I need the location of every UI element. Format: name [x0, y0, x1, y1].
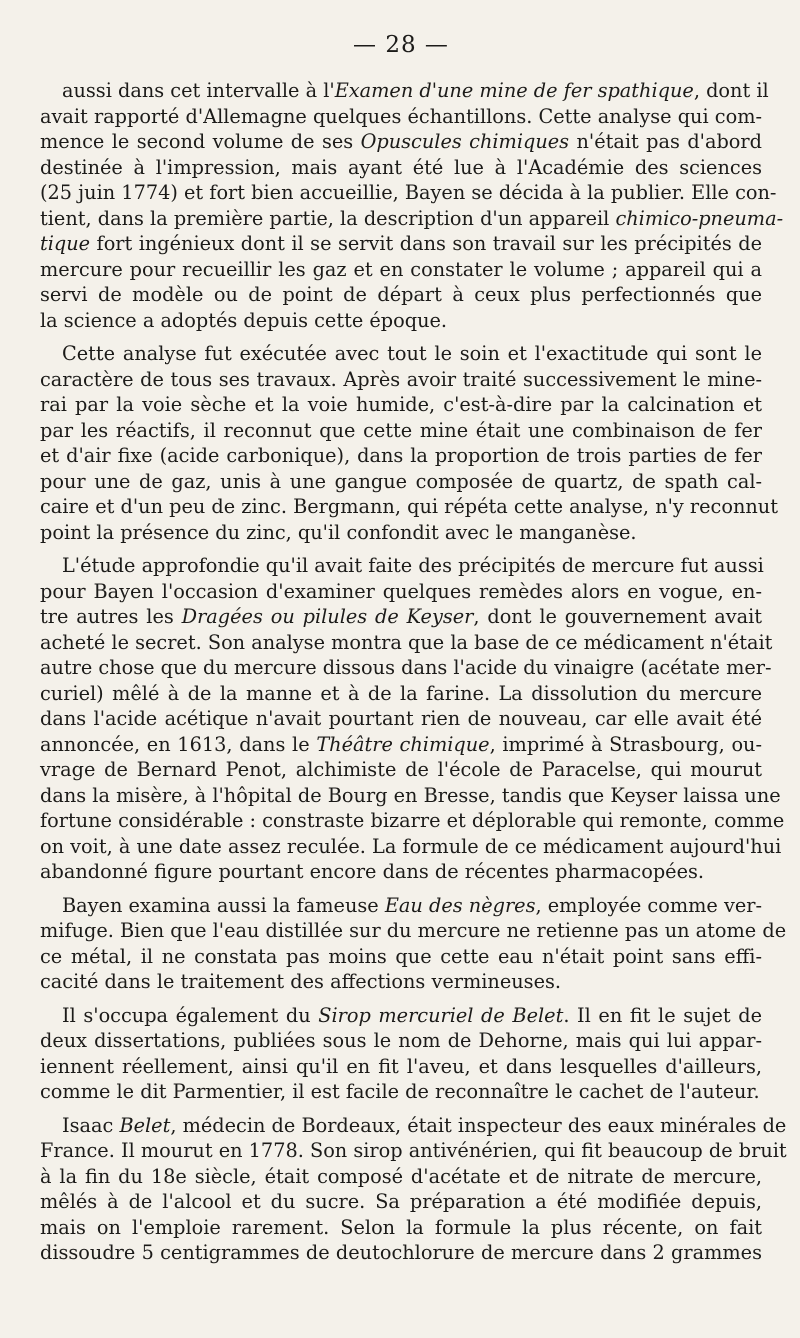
italic-title: Sirop mercuriel de Belet — [318, 1003, 564, 1027]
italic-title: Eau des nègres — [384, 893, 536, 917]
text-line: Isaac Belet, médecin de Bordeaux, était inspecteur des eaux minérales de — [62, 1113, 787, 1137]
italic-title: Dragées ou pilules de Keyser — [181, 605, 474, 628]
italic-title: tique — [40, 232, 91, 255]
text-line: rai par la voie sèche et la voie humide, c'est-à-dire par la calcination et — [40, 393, 762, 416]
text-line: Bayen examina aussi la fameuse Eau des nègres, employée comme ver- — [62, 893, 762, 917]
text-line: mifuge. Bien que l'eau distillée sur du mercure ne retienne pas un atome de — [40, 919, 787, 942]
italic-title: chimico-pneuma- — [615, 206, 784, 230]
text-line: France. Il mourut en 1778. Son sirop antivénérien, qui fit beaucoup de bruit — [40, 1139, 787, 1162]
text-line: dans la misère, à l'hôpital de Bourg en Bresse, tandis que Keyser laissa une — [40, 783, 781, 807]
text-line: tique fort ingénieux dont il se servit dans son travail sur les précipités de — [40, 232, 762, 255]
text-line: point la présence du zinc, qu'il confondit avec le manganèse. — [40, 520, 637, 544]
text-line: abandonné figure pourtant encore dans de récentes pharmacopées. — [40, 860, 705, 883]
paragraph-p1 — [40, 78, 784, 333]
paragraph-p4 — [40, 893, 787, 995]
text-line: Cette analyse fut exécutée avec tout le soin et l'exactitude qui sont le — [62, 342, 762, 365]
text-line: destinée à l'impression, mais ayant été lue à l'Académie des sciences — [40, 155, 762, 179]
text-line: comme le dit Parmentier, il est facile de reconnaître le cachet de l'auteur. — [40, 1080, 760, 1103]
text-line: tre autres les Dragées ou pilules de Keyser, dont le gouvernement avait — [40, 605, 763, 628]
page-number: — 28 — — [353, 32, 449, 58]
text-line: tient, dans la première partie, la description d'un appareil chimico-pneuma- — [40, 206, 784, 230]
text-line: avait rapporté d'Allemagne quelques échantillons. Cette analyse qui com- — [40, 104, 762, 128]
text-line: à la fin du 18e siècle, était composé d'acétate et de nitrate de mercure, — [40, 1164, 762, 1188]
text-line: deux dissertations, publiées sous le nom de Dehorne, mais qui lui appar- — [40, 1029, 762, 1052]
text-line: mercure pour recueillir les gaz et en constater le volume ; appareil qui a — [40, 257, 762, 281]
text-line: dans l'acide acétique n'avait pourtant rien de nouveau, car elle avait été — [40, 707, 762, 730]
body-text — [40, 78, 787, 1266]
text-line: autre chose que du mercure dissous dans l'acide du vinaigre (acétate mer- — [40, 656, 772, 679]
text-line: aussi dans cet intervalle à l'Examen d'une mine de fer spathique, dont il — [62, 79, 769, 102]
text-line: mêlés à de l'alcool et du sucre. Sa préparation a été modifiée depuis, — [40, 1190, 762, 1213]
text-line: caire et d'un peu de zinc. Bergmann, qui répéta cette analyse, n'y reconnut — [40, 495, 778, 518]
text-line: cacité dans le traitement des affections vermineuses. — [40, 970, 561, 993]
paragraph-p5 — [40, 1003, 762, 1105]
text-line: curiel) mêlé à de la manne et à de la farine. La dissolution du mercure — [40, 681, 762, 705]
paragraph-p3 — [40, 553, 785, 885]
text-line: par les réactifs, il reconnut que cette mine était une combinaison de fer — [40, 418, 762, 442]
text-line: servi de modèle ou de point de départ à ceux plus perfectionnés que — [40, 283, 762, 306]
text-line: annoncée, en 1613, dans le Théâtre chimique, imprimé à Strasbourg, ou- — [40, 732, 762, 756]
text-line: caractère de tous ses travaux. Après avoir traité successivement le mine- — [40, 367, 762, 391]
text-line: mence le second volume de ses Opuscules chimiques n'était pas d'abord — [40, 130, 762, 153]
text-line: vrage de Bernard Penot, alchimiste de l'école de Paracelse, qui mourut — [40, 758, 762, 781]
text-line: et d'air fixe (acide carbonique), dans la proportion de trois parties de fer — [40, 444, 762, 467]
italic-title: Examen d'une mine de fer spathique — [334, 79, 694, 102]
text-line: (25 juin 1774) et fort bien accueillie, Bayen se décida à la publier. Elle con- — [40, 181, 777, 204]
text-line: L'étude approfondie qu'il avait faite des précipités de mercure fut aussi — [62, 554, 764, 577]
text-line: acheté le secret. Son analyse montra que la base de ce médicament n'était — [40, 630, 773, 654]
text-line: iennent réellement, ainsi qu'il en fit l'aveu, et dans lesquelles d'ailleurs, — [40, 1054, 762, 1078]
text-line: fortune considérable : constraste bizarre et déplorable qui remonte, comme — [40, 809, 785, 832]
italic-title: Belet — [119, 1113, 171, 1137]
italic-title: Théâtre chimique — [316, 732, 490, 756]
paragraph-p6 — [40, 1113, 787, 1266]
text-line: mais on l'emploie rarement. Selon la formule la plus récente, on fait — [40, 1215, 762, 1239]
text-line: pour une de gaz, unis à une gangue composée de quartz, de spath cal- — [40, 469, 762, 493]
text-line: la science a adoptés depuis cette époque. — [40, 308, 448, 332]
text-line: pour Bayen l'occasion d'examiner quelques remèdes alors en vogue, en- — [40, 579, 762, 603]
paragraph-p2 — [40, 341, 778, 545]
text-line: on voit, à une date assez reculée. La formule de ce médicament aujourd'hui — [40, 834, 782, 858]
text-line: dissoudre 5 centigrammes de deutochlorure de mercure dans 2 grammes — [40, 1241, 762, 1264]
text-line: Il s'occupa également du Sirop mercuriel de Belet. Il en fit le sujet de — [62, 1003, 762, 1027]
text-line: ce métal, il ne constata pas moins que cette eau n'était point sans effi- — [40, 944, 762, 968]
italic-title: Opuscules chimiques — [360, 130, 570, 153]
